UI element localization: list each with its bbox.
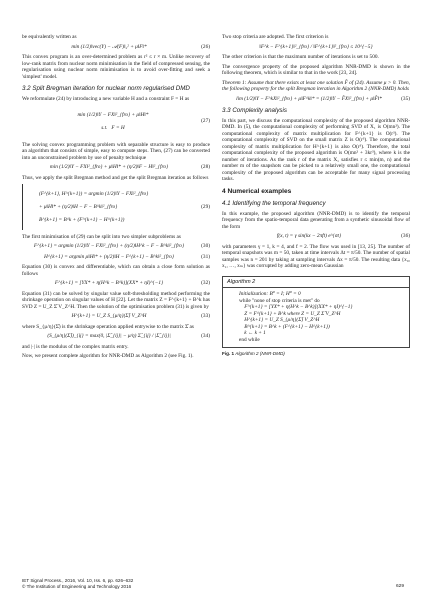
equation-body: ‖F^k − F^{k+1}‖²_{fro} / ‖F^{k+1}‖²_{fro} ≤ 10^{−5} (259, 43, 373, 50)
equation-28 (22, 164, 210, 171)
equation-body: H^{k+1} = argmin μ‖H‖* + (η/2)‖H − F^{k+1} − B^k‖²_{fro} (44, 253, 174, 260)
equation-body: f(x, t) = γ sin(kx − 2πft) e^{σt} (276, 233, 342, 239)
paragraph: where S_{μ/η}(Σ̂) is the shrinkage operation applied entrywise to the matrix Σ̂ as (22, 323, 194, 330)
equation-31 (22, 254, 210, 261)
algorithm-line: H^{k+1} = U_Z S_{μ/η}(Σ̂) V_Z^H (239, 317, 320, 323)
equation-36 (222, 233, 410, 240)
equation-body: min (1/2)‖vec(Y) − 𝒜(F)‖₂² + μ‖F‖* (71, 43, 147, 50)
equation-30 (22, 243, 210, 250)
equation-number: (35) (401, 95, 410, 102)
algorithm-title: Algorithm 2 (223, 277, 409, 289)
section-heading: 3.3 Complexity analysis (222, 107, 287, 114)
equation-number: (30) (201, 243, 210, 249)
paragraph: Two stop criteria are adopted. The first criterion is (222, 34, 329, 40)
equation-26 (22, 44, 210, 51)
journal-citation: IET Signal Process., 2016, Vol. 10, Iss. 6, pp. 626–632 (22, 578, 134, 583)
equation-line: + μ‖H‖* + (η/2)‖H − F − B^k‖²_{fro} (38, 203, 118, 210)
equation-number: (31) (201, 253, 210, 260)
paragraph: In this example, the proposed algorithm (NNR-DMD) is to identify the temporal frequency from the spatio-temporal data generating from a synthetic sinusoidal flow of the form (222, 210, 410, 230)
equation-number: (33) (201, 313, 210, 319)
equation-body: F^{k+1} = [YX* + η(H^k − B^k)](XX* + ηI)^{−1} (54, 280, 164, 286)
paragraph: The convergence property of the proposed algorithm NNR-DMD is shown in the following theorem, which is similar to that in the work [23, 24]. (222, 63, 410, 76)
equation-27 (22, 105, 210, 138)
paragraph: be equivalently written as (22, 34, 77, 40)
equation-line: B^{k+1} = B^k + (F^{k+1} − H^{k+1}) (38, 216, 125, 223)
equation-number: (29) (201, 203, 210, 210)
equation-body: min (1/2)‖Y − FX‖²_{fro} + μ‖H‖* (77, 111, 149, 118)
subsection-heading: 4.1 Identifying the temporal frequency (222, 200, 326, 207)
equation-35 (222, 96, 410, 103)
equation-body: min (1/2)‖Y − FX‖²_{fro} + μ‖H‖* + (η/2)‖F − H‖²_{fro} (49, 164, 169, 170)
paragraph: Equation (31) can be solved by singular value soft-thresholding method performing the shrinkage operation on singular values of H [22]. Let the matrix Z = F^{k+1} + B^k has SVD Z = U_Z Σ̂ V_Z^H. Then the solution of the optimisation problem (31) is given by (22, 290, 210, 310)
page-number: 629 (395, 584, 404, 589)
paragraph: This convex program is an over-determined problem as r² ≤ r × m. Unlike recovery of low-rank matrix from nuclear norm minimisation in the field of compressed sensing, the regularisation using nuclear norm minimisation is to avoid over-fitting and seek a 'simplest' model. (22, 54, 210, 80)
paragraph: The first minimisation of (29) can be split into two simpler subproblems as (22, 233, 181, 240)
equation-constraint: s.t. F = H (101, 124, 125, 131)
equation-body: lim (1/2)‖Y − F^kX‖²_{fro} + μ‖F^k‖* = (1/2)‖Y − F̂X‖²_{fro} + μ‖F̂‖* (236, 95, 382, 102)
right-column (222, 34, 410, 358)
paragraph: and |·| is the modulus of the complex matrix entry. (22, 343, 129, 350)
algorithm-line: Initialization: B⁰ = I; H⁰ = 0 (239, 291, 301, 297)
left-column (22, 34, 210, 363)
equation-number: (34) (201, 333, 210, 339)
paragraph: Thus, we apply the split Bregman method and get the split Bregman iteration as follows (22, 174, 209, 181)
paragraph: In this part, we discuss the computational complexity of the proposed algorithm NNR-DMD. In (5), the computational complexity of performing SVD of X₁ is O(mn²). The computational complexity of matrix multiplication for F^{k+1} is O(r³). The computational complexity of SVD on the small matrix Z is O(r³). The computational complexity of matrix multiplication for H^{k+1} is also O(r³). Therefore, the total computational complexity of the proposed algorithm is O(mn² + 3kr³), where k is the number of iterations. As the rank r of the matrix X₁ satisfies r ≤ min(m, n) and the number m of the snapshots can be picked to a relatively small one, the computational complexity of the proposed algorithm can be acceptable for many signal processing tasks. (222, 117, 410, 182)
section-heading: 4 Numerical examples (222, 187, 292, 195)
figure-caption (222, 351, 410, 358)
algorithm-line: F^{k+1} = [YX* + η(H^k − B^k)](XX* + ηI)^{−1} (239, 304, 353, 310)
equation-body: H^{k+1} = U_Z S_{μ/η}(Σ̂) V_Z^H (71, 313, 147, 319)
equation-34 (22, 333, 210, 340)
figure-caption-text: Algorithm 2 (NNR-DMD) (235, 351, 285, 356)
algorithm-line: k ← k + 1 (239, 330, 266, 336)
algorithm-body (223, 288, 409, 347)
copyright-notice: © The Institution of Engineering and Technology 2016 (22, 583, 132, 589)
equation-number: (26) (201, 43, 210, 50)
algorithm-box (222, 276, 410, 349)
equation-32 (22, 280, 210, 287)
paragraph: The solving convex programming problem with separable structure is easy to produce an algorithm that consists of simple, easy to compute steps. Then, (27) can be converted into an unconstrained problem by use of penalty technique (22, 141, 210, 161)
equation-29 (22, 184, 210, 230)
equation-number: (32) (201, 280, 210, 286)
algorithm-line: Z = F^{k+1} + B^k where Z = U_Z Σ̂ V_Z^H (239, 310, 341, 317)
equation-number: (36) (401, 233, 410, 239)
equation-body: (S_{μ/η}(Σ̂))_{ij} = max(0, |Σ̂_{ij}| − μ/η) Σ̂_{ij} / |Σ̂_{ij}| (47, 333, 171, 339)
algorithm-line: while "none of stop criteria is met" do (239, 297, 320, 304)
algorithm-line: B^{k+1} = B^k + (F^{k+1} − H^{k+1}) (239, 323, 330, 330)
equation-33 (22, 313, 210, 320)
section-heading: 3.2 Split Bregman iteration for nuclear norm regularised DMD (22, 85, 190, 92)
paragraph: with parameters γ = 1, k = 4, and f = 2. The flow was used in [13, 25]. The number of temporal snapshots was m = 50, taken at time intervals Δt = π/50. The number of spatial samples was n = 201 by taking at sampling intervals Δx = π/50. The resulting data {x₀, x₁, …, xₘ} was corrupted by adding zero-mean Gaussian (222, 243, 410, 269)
equation-line: (F^{k+1}, H^{k+1}) = argmin (1/2)‖Y − FX‖²_{fro} (38, 190, 149, 197)
paragraph: Equation (30) is convex and differentiable, which can obtain a close form solution as follows (22, 264, 210, 277)
equation-number: (27) (201, 118, 210, 124)
equation-body: F^{k+1} = argmin (1/2)‖Y − FX‖²_{fro} + (η/2)‖H^k − F − B^k‖²_{fro} (33, 243, 185, 249)
algorithm-line: end while (239, 336, 260, 343)
paragraph: The other criterion is that the maximum number of iterations is set to 500. (222, 54, 379, 60)
paragraph: We reformulate (24) by introducing a new variable H and a constraint F = H as (22, 95, 190, 102)
page-footer (22, 578, 133, 589)
paragraph: Now, we present complete algorithm for NNR-DMD as Algorithm 2 (see Fig. 1). (22, 353, 194, 359)
figure-label: Fig. 1 (222, 351, 234, 356)
theorem-1: Theorem 1: Assume that there exists at least one solution F̂ of (24). Assume μ > 0. Then, the following property for the split Bregman iteration in Algorithm 2 (NNR-DMD) holds (222, 79, 410, 92)
equation-number: (28) (201, 164, 210, 170)
equation-stop-criterion (222, 44, 410, 51)
